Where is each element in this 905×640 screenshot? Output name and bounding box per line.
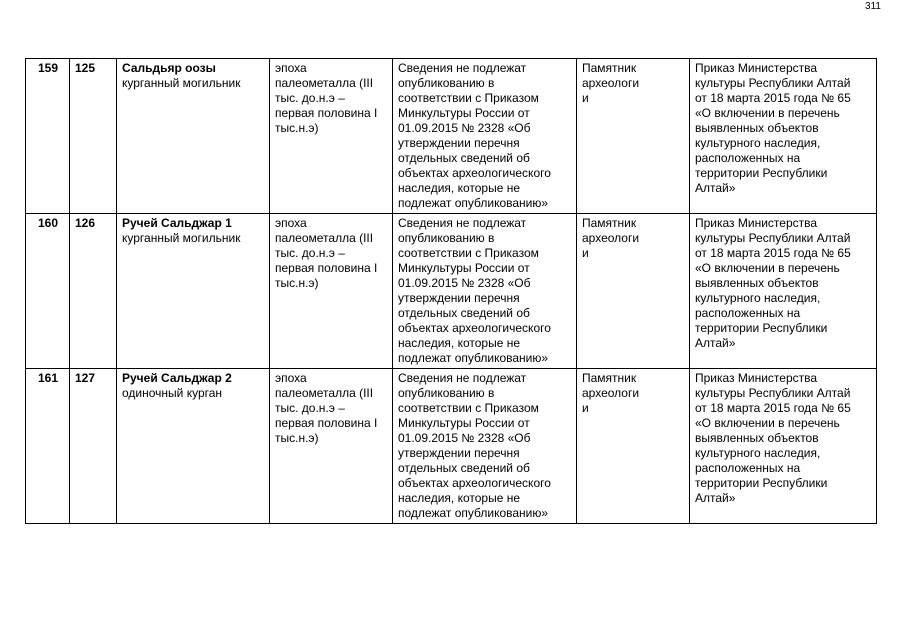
category-cell: Памятник археологи и [577, 59, 690, 214]
table-row [26, 369, 877, 524]
object-number: 127 [70, 369, 117, 524]
object-number: 126 [70, 214, 117, 369]
dating-cell: эпоха палеометалла (III тыс. до.н.э – первая половина I тыс.н.э) [270, 369, 393, 524]
table-row [26, 59, 877, 214]
object-name: Сальдьяр оозы [122, 61, 216, 75]
row-index: 161 [26, 369, 70, 524]
object-number: 125 [70, 59, 117, 214]
row-index: 160 [26, 214, 70, 369]
object-type: курганный могильник [122, 231, 241, 245]
document-cell: Приказ Министерства культуры Республики Алтай от 18 марта 2015 года № 65 «О включении в перечень выявленных объектов культурного наследия, расположенных на территории Республики Алтай» [690, 59, 877, 214]
row-index: 159 [26, 59, 70, 214]
heritage-registry-table [25, 58, 877, 524]
object-type: курганный могильник [122, 76, 241, 90]
table-row [26, 214, 877, 369]
category-cell: Памятник археологи и [577, 214, 690, 369]
category-cell: Памятник археологи и [577, 369, 690, 524]
object-name: Ручей Сальджар 2 [122, 371, 232, 385]
object-name: Ручей Сальджар 1 [122, 216, 232, 230]
object-name-cell [117, 369, 270, 524]
location-cell: Сведения не подлежат опубликованию в соответствии с Приказом Минкультуры России от 01.09.2015 № 2328 «Об утверждении перечня отдельных сведений об объектах археологического наследия, которые не подлежат опубликованию» [393, 214, 577, 369]
dating-cell: эпоха палеометалла (III тыс. до.н.э – первая половина I тыс.н.э) [270, 59, 393, 214]
page-number: 311 [865, 1, 881, 12]
location-cell: Сведения не подлежат опубликованию в соответствии с Приказом Минкультуры России от 01.09.2015 № 2328 «Об утверждении перечня отдельных сведений об объектах археологического наследия, которые не подлежат опубликованию» [393, 59, 577, 214]
object-name-cell [117, 214, 270, 369]
dating-cell: эпоха палеометалла (III тыс. до.н.э – первая половина I тыс.н.э) [270, 214, 393, 369]
document-cell: Приказ Министерства культуры Республики Алтай от 18 марта 2015 года № 65 «О включении в перечень выявленных объектов культурного наследия, расположенных на территории Республики Алтай» [690, 369, 877, 524]
document-cell: Приказ Министерства культуры Республики Алтай от 18 марта 2015 года № 65 «О включении в перечень выявленных объектов культурного наследия, расположенных на территории Республики Алтай» [690, 214, 877, 369]
location-cell: Сведения не подлежат опубликованию в соответствии с Приказом Минкультуры России от 01.09.2015 № 2328 «Об утверждении перечня отдельных сведений об объектах археологического наследия, которые не подлежат опубликованию» [393, 369, 577, 524]
object-type: одиночный курган [122, 386, 223, 400]
object-name-cell [117, 59, 270, 214]
